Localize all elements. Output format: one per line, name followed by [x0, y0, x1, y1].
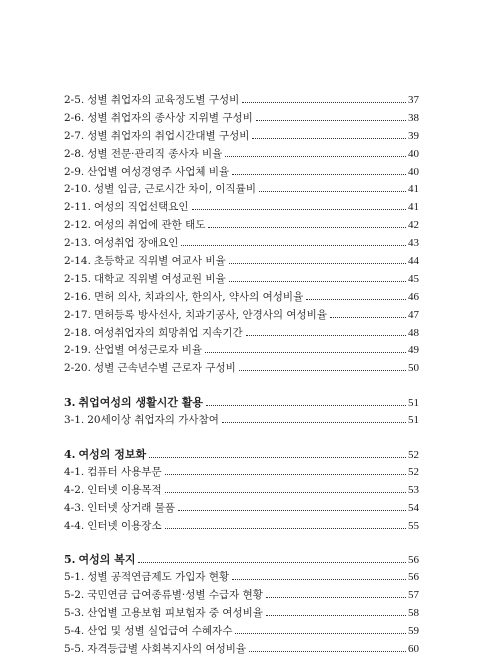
toc-entry-number: 2-20.: [64, 362, 91, 375]
dot-leader: [225, 156, 406, 157]
page-number: 43: [408, 237, 419, 250]
page-number: 46: [408, 290, 419, 303]
dot-leader: [249, 651, 406, 652]
dot-leader: [208, 227, 406, 228]
page-number: 41: [408, 183, 419, 196]
dot-leader: [266, 597, 406, 598]
toc-entry-title: 성별 전문·관리직 종사자 비율: [87, 147, 223, 160]
toc-entry[interactable]: [64, 342, 419, 360]
toc-entry-title: 인터넷 이용장소: [87, 519, 162, 532]
toc-heading-label: [64, 394, 203, 412]
page-number: 39: [408, 129, 419, 142]
toc-heading-section-3[interactable]: [64, 394, 419, 412]
page-number: 58: [408, 607, 419, 620]
page-number: 45: [408, 272, 419, 285]
toc-entry-number: 2-9.: [64, 165, 85, 178]
page-number: 42: [408, 219, 419, 232]
toc-entry[interactable]: [64, 253, 419, 271]
toc-entry[interactable]: [64, 569, 419, 587]
toc-entry-number: 4-2.: [64, 483, 85, 496]
toc-entry-title: 자격등급별 사회복지사의 여성비율: [87, 642, 247, 655]
page-number: 40: [408, 147, 419, 160]
toc-entry-number: 5-4.: [64, 625, 85, 638]
toc-entry[interactable]: [64, 360, 419, 378]
toc-entry[interactable]: [64, 110, 419, 128]
toc-entry-label: [64, 271, 226, 289]
toc-entry-title: 국민연금 급여종류별·성별 수급자 현황: [87, 589, 263, 602]
toc-entry-title: 성별 취업자의 종사상 지위별 구성비: [87, 111, 253, 124]
page-number: 38: [408, 111, 419, 124]
page-number: 60: [408, 642, 419, 655]
toc-entry-number: 5-1.: [64, 571, 85, 584]
dot-leader: [165, 528, 406, 529]
dot-leader: [181, 245, 406, 246]
toc-entry[interactable]: [64, 289, 419, 307]
page-number: 48: [408, 326, 419, 339]
toc-entry-title: 인터넷 상거래 물품: [87, 501, 176, 514]
toc-entry-number: 5-5.: [64, 642, 85, 655]
toc-entry-number: 2-7.: [64, 129, 85, 142]
toc-entry-title: 여성의 취업에 관한 태도: [93, 219, 206, 232]
dot-leader: [242, 102, 406, 103]
toc-entry[interactable]: [64, 587, 419, 605]
page-number: 37: [408, 94, 419, 106]
toc-entry-number: 2-6.: [64, 111, 85, 124]
dot-leader: [205, 352, 406, 353]
toc-entry-number: 2-16.: [64, 290, 91, 303]
toc-entry-number: 4-1.: [64, 465, 85, 478]
toc-entry-title: 산업 및 성별 실업급여 수혜자수: [87, 625, 233, 638]
dot-leader: [229, 263, 406, 264]
spacer: [64, 430, 419, 446]
toc-entry[interactable]: [64, 412, 419, 430]
page-number: 40: [408, 165, 419, 178]
spacer: [64, 378, 419, 394]
dot-leader: [229, 281, 406, 282]
dot-leader: [235, 633, 406, 634]
page-number: 51: [408, 414, 419, 427]
page-number: 57: [408, 589, 419, 602]
toc-entry[interactable]: [64, 128, 419, 146]
toc-entry[interactable]: [64, 199, 419, 217]
toc-entry-number: 2-5.: [64, 94, 85, 106]
toc-entry-number: 2-12.: [64, 219, 91, 232]
toc-entry-number: 2-8.: [64, 147, 85, 160]
toc-entry-number: 4-4.: [64, 519, 85, 532]
toc-entry-title: 산업별 고용보험 피보험자 중 여성비율: [87, 607, 263, 620]
page-number: 52: [408, 449, 419, 462]
dot-leader: [138, 562, 406, 563]
page-number: 47: [408, 308, 419, 321]
toc-entry-title: 여성취업자의 희망취업 지속기간: [93, 326, 243, 339]
toc-heading-section-5[interactable]: [64, 551, 419, 569]
page-number: 52: [408, 465, 419, 478]
toc-heading-title: 여성의 복지: [78, 553, 136, 567]
toc-entry-number: 2-10.: [64, 183, 91, 196]
table-of-contents: [64, 92, 419, 659]
toc-entry[interactable]: [64, 623, 419, 641]
section-3-list: [64, 412, 419, 430]
toc-entry-label: [64, 307, 327, 325]
toc-entry-label: [64, 569, 229, 587]
toc-entry-label: [64, 92, 239, 110]
page-number: 59: [408, 625, 419, 638]
toc-entry-label: [64, 110, 253, 128]
toc-entry-label: [64, 289, 303, 307]
dot-leader: [259, 191, 406, 192]
page-number: 41: [408, 201, 419, 214]
toc-heading-section-4[interactable]: [64, 446, 419, 464]
toc-entry[interactable]: [64, 146, 419, 164]
toc-entry[interactable]: [64, 518, 419, 536]
dot-leader: [266, 615, 406, 616]
toc-entry[interactable]: [64, 482, 419, 500]
dot-leader: [222, 422, 406, 423]
dot-leader: [239, 370, 406, 371]
toc-entry-label: [64, 146, 222, 164]
toc-entry-label: [64, 128, 249, 146]
toc-entry-title: 산업별 여성근로자 비율: [93, 344, 203, 357]
toc-heading-number: 5.: [64, 553, 76, 567]
page-number: 50: [408, 362, 419, 375]
toc-entry[interactable]: [64, 641, 419, 659]
toc-entry-title: 여성취업 장애요인: [93, 237, 179, 250]
toc-entry-number: 2-18.: [64, 326, 91, 339]
toc-entry[interactable]: [64, 307, 419, 325]
toc-entry-title: 20세이상 취업자의 가사참여: [87, 414, 219, 427]
toc-entry-label: [64, 464, 162, 482]
toc-heading-label: [64, 551, 135, 569]
toc-heading-label: [64, 446, 146, 464]
dot-leader: [232, 579, 406, 580]
page-number: 55: [408, 519, 419, 532]
spacer: [64, 535, 419, 551]
toc-entry-title: 컴퓨터 사용부문: [87, 465, 162, 478]
toc-entry-number: 5-2.: [64, 589, 85, 602]
section-4-list: [64, 464, 419, 536]
toc-entry-label: [64, 500, 175, 518]
toc-entry-title: 성별 취업자의 교육정도별 구성비: [87, 94, 240, 106]
toc-heading-number: 3.: [64, 396, 76, 410]
dot-leader: [306, 299, 406, 300]
toc-entry-label: [64, 605, 263, 623]
section-5-list: [64, 569, 419, 658]
dot-leader: [252, 138, 406, 139]
toc-entry[interactable]: [64, 181, 419, 199]
dot-leader: [178, 510, 406, 511]
toc-entry[interactable]: [64, 325, 419, 343]
dot-leader: [246, 335, 406, 336]
toc-entry[interactable]: [64, 217, 419, 235]
dot-leader: [330, 317, 406, 318]
toc-entry[interactable]: [64, 92, 419, 110]
dot-leader: [192, 209, 406, 210]
toc-entry-title: 성별 공적연금제도 가입자 현황: [87, 571, 230, 584]
page-number: 53: [408, 483, 419, 496]
page-number: 56: [408, 571, 419, 584]
toc-entry-label: [64, 181, 256, 199]
toc-entry-label: [64, 199, 189, 217]
toc-entry-label: [64, 217, 205, 235]
toc-entry-number: 2-13.: [64, 237, 91, 250]
toc-entry-number: 2-17.: [64, 308, 91, 321]
toc-entry[interactable]: [64, 235, 419, 253]
toc-entry[interactable]: [64, 605, 419, 623]
dot-leader: [165, 492, 406, 493]
toc-entry-title: 산업별 여성경영주 사업체 비율: [87, 165, 230, 178]
toc-entry-label: [64, 360, 236, 378]
toc-entry-label: [64, 587, 263, 605]
toc-entry-label: [64, 342, 202, 360]
toc-entry[interactable]: [64, 500, 419, 518]
dot-leader: [256, 120, 406, 121]
toc-entry-number: 3-1.: [64, 414, 85, 427]
dot-leader: [165, 474, 406, 475]
toc-entry-title: 성별 취업자의 취업시간대별 구성비: [87, 129, 250, 142]
toc-entry-label: [64, 235, 178, 253]
toc-heading-title: 취업여성의 생활시간 활용: [78, 396, 204, 410]
toc-entry-label: [64, 325, 243, 343]
section-2-list: [64, 92, 419, 378]
toc-entry-title: 인터넷 이용목적: [87, 483, 162, 496]
toc-entry[interactable]: [64, 164, 419, 182]
dot-leader: [206, 405, 406, 406]
toc-entry-label: [64, 641, 246, 659]
toc-entry-title: 초등학교 직위별 여교사 비율: [93, 255, 226, 268]
toc-entry-number: 2-14.: [64, 255, 91, 268]
page-number: 49: [408, 344, 419, 357]
toc-entry-number: 2-15.: [64, 272, 91, 285]
page-number: 54: [408, 501, 419, 514]
toc-entry-label: [64, 253, 226, 271]
dot-leader: [149, 457, 406, 458]
toc-entry-title: 여성의 직업선택요인: [93, 201, 189, 214]
toc-entry-number: 2-11.: [64, 201, 91, 214]
toc-entry-title: 성별 근속년수별 근로자 구성비: [93, 362, 236, 375]
toc-entry-title: 성별 임금, 근로시간 차이, 이직률비: [93, 183, 256, 196]
page-number: 44: [408, 255, 419, 268]
toc-entry-label: [64, 518, 162, 536]
toc-entry-title: 면허등록 방사선사, 치과기공사, 안경사의 여성비율: [93, 308, 327, 321]
toc-heading-title: 여성의 정보화: [78, 448, 147, 462]
toc-entry-title: 대학교 직위별 여성교원 비율: [93, 272, 226, 285]
toc-entry-label: [64, 482, 162, 500]
page-number: 51: [408, 397, 419, 410]
toc-entry-label: [64, 412, 219, 430]
toc-heading-number: 4.: [64, 448, 76, 462]
toc-entry-number: 4-3.: [64, 501, 85, 514]
toc-entry[interactable]: [64, 464, 419, 482]
toc-entry-label: [64, 164, 229, 182]
toc-entry-number: 2-19.: [64, 344, 91, 357]
toc-entry-number: 5-3.: [64, 607, 85, 620]
toc-entry-label: [64, 623, 232, 641]
dot-leader: [232, 174, 406, 175]
page-number: 56: [408, 554, 419, 567]
toc-entry-title: 면허 의사, 치과의사, 한의사, 약사의 여성비율: [93, 290, 304, 303]
toc-entry[interactable]: [64, 271, 419, 289]
